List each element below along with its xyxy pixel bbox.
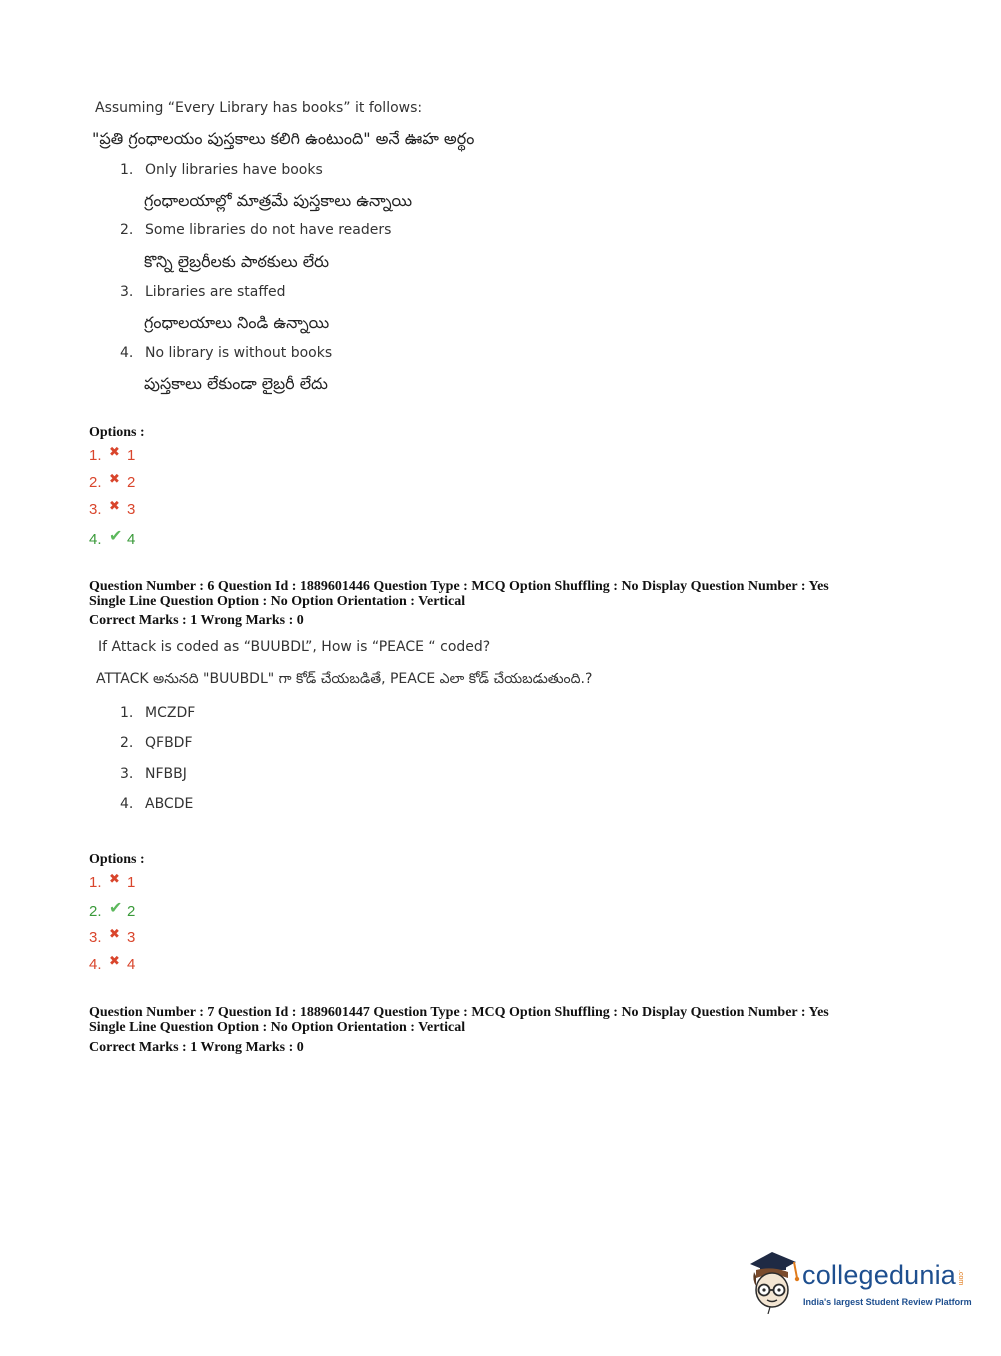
q5-choice-text-te: గ్రంధాలయాలు నిండి ఉన్నాయి (144, 313, 330, 332)
q5-options-label: Options : (89, 425, 145, 440)
q5-choice-number: 3. (120, 284, 134, 300)
q6-choice-number: 4. (120, 796, 134, 812)
q6-meta-line-1: Question Number : 6 Question Id : 1889601446 Question Type : MCQ Option Shuffling : No Display Question Number : Yes (89, 579, 829, 594)
answer-number: 4. (89, 531, 102, 548)
q6-answer-row (89, 871, 136, 891)
q6-choice-text: ABCDE (145, 796, 194, 812)
cross-icon: ✖ (109, 953, 120, 968)
q5-choice-text-te: గ్రంధాలయాల్లో మాత్రమే పుస్తకాలు ఉన్నాయి (144, 191, 413, 210)
q6-meta-line-2: Single Line Question Option : No Option Orientation : Vertical (89, 594, 466, 609)
q6-choice-text: NFBBJ (145, 766, 187, 782)
q5-choice-text-en: Libraries are staffed (145, 284, 286, 300)
q7-meta-line-1: Question Number : 7 Question Id : 1889601447 Question Type : MCQ Option Shuffling : No Display Question Number : Yes (89, 1005, 829, 1020)
answer-value: 4 (127, 956, 136, 973)
collegedunia-logo[interactable] (742, 1250, 972, 1320)
cross-icon: ✖ (109, 498, 120, 513)
q6-question-en: If Attack is coded as “BUUBDL”, How is “PEACE “ coded? (98, 639, 491, 655)
answer-number: 3. (89, 501, 102, 518)
answer-value: 3 (127, 929, 136, 946)
answer-value: 1 (127, 447, 136, 464)
answer-number: 2. (89, 903, 102, 920)
q6-meta-line-3: Correct Marks : 1 Wrong Marks : 0 (89, 613, 304, 628)
q5-choice-text-en: Some libraries do not have readers (145, 222, 392, 238)
answer-number: 2. (89, 474, 102, 491)
q5-choice-text-te: కొన్ని లైబ్రరీలకు పాఠకులు లేరు (144, 252, 330, 271)
answer-value: 2 (127, 903, 136, 920)
answer-value: 3 (127, 501, 136, 518)
mascot-graduate-icon (742, 1250, 802, 1314)
q7-meta-line-2: Single Line Question Option : No Option Orientation : Vertical (89, 1020, 466, 1035)
q5-choice-text-en: Only libraries have books (145, 162, 323, 178)
q6-choice-text: QFBDF (145, 735, 193, 751)
q5-answer-row (89, 444, 136, 464)
answer-number: 1. (89, 447, 102, 464)
cross-icon: ✖ (109, 926, 120, 941)
q6-choice-number: 1. (120, 705, 134, 721)
answer-number: 4. (89, 956, 102, 973)
answer-value: 1 (127, 874, 136, 891)
answer-number: 1. (89, 874, 102, 891)
q5-answer-row (89, 529, 135, 549)
check-icon: ✔ (109, 900, 123, 917)
q6-choice-number: 2. (120, 735, 134, 751)
q7-meta-line-3: Correct Marks : 1 Wrong Marks : 0 (89, 1040, 304, 1055)
logo-domain-suffix: .com (957, 1270, 964, 1286)
check-icon: ✔ (109, 528, 123, 545)
cross-icon: ✖ (109, 871, 120, 886)
logo-tagline: India's largest Student Review Platform (803, 1297, 972, 1307)
q5-choice-text-en: No library is without books (145, 345, 333, 361)
q5-choice-number: 4. (120, 345, 134, 361)
q5-question-te: "ప్రతి గ్రంధాలయం పుస్తకాలు కలిగి ఉంటుంది" అనే ఊహ అర్థం (92, 129, 475, 148)
q6-answer-row (89, 953, 136, 973)
q5-question-en: Assuming “Every Library has books” it follows: (95, 100, 423, 116)
q5-choice-text-te: పుస్తకాలు లేకుండా లైబ్రరీ లేదు (144, 374, 328, 393)
answer-value: 2 (127, 474, 136, 491)
q6-question-te: ATTACK అనునది "BUUBDL" గా కోడ్ చేయబడితే, PEACE ఎలా కోడ్ చేయబడుతుంది.? (96, 671, 593, 687)
logo-wordmark: collegedunia (802, 1260, 957, 1290)
cross-icon: ✖ (109, 471, 120, 486)
q6-choice-text: MCZDF (145, 705, 196, 721)
q5-choice-number: 1. (120, 162, 134, 178)
answer-number: 3. (89, 929, 102, 946)
q5-choice-number: 2. (120, 222, 134, 238)
q6-choice-number: 3. (120, 766, 134, 782)
cross-icon: ✖ (109, 444, 120, 459)
q5-answer-row (89, 471, 136, 491)
q5-answer-row (89, 498, 136, 518)
q6-answer-row (89, 901, 135, 921)
q6-answer-row (89, 926, 136, 946)
q6-options-label: Options : (89, 852, 145, 867)
answer-value: 4 (127, 531, 136, 548)
